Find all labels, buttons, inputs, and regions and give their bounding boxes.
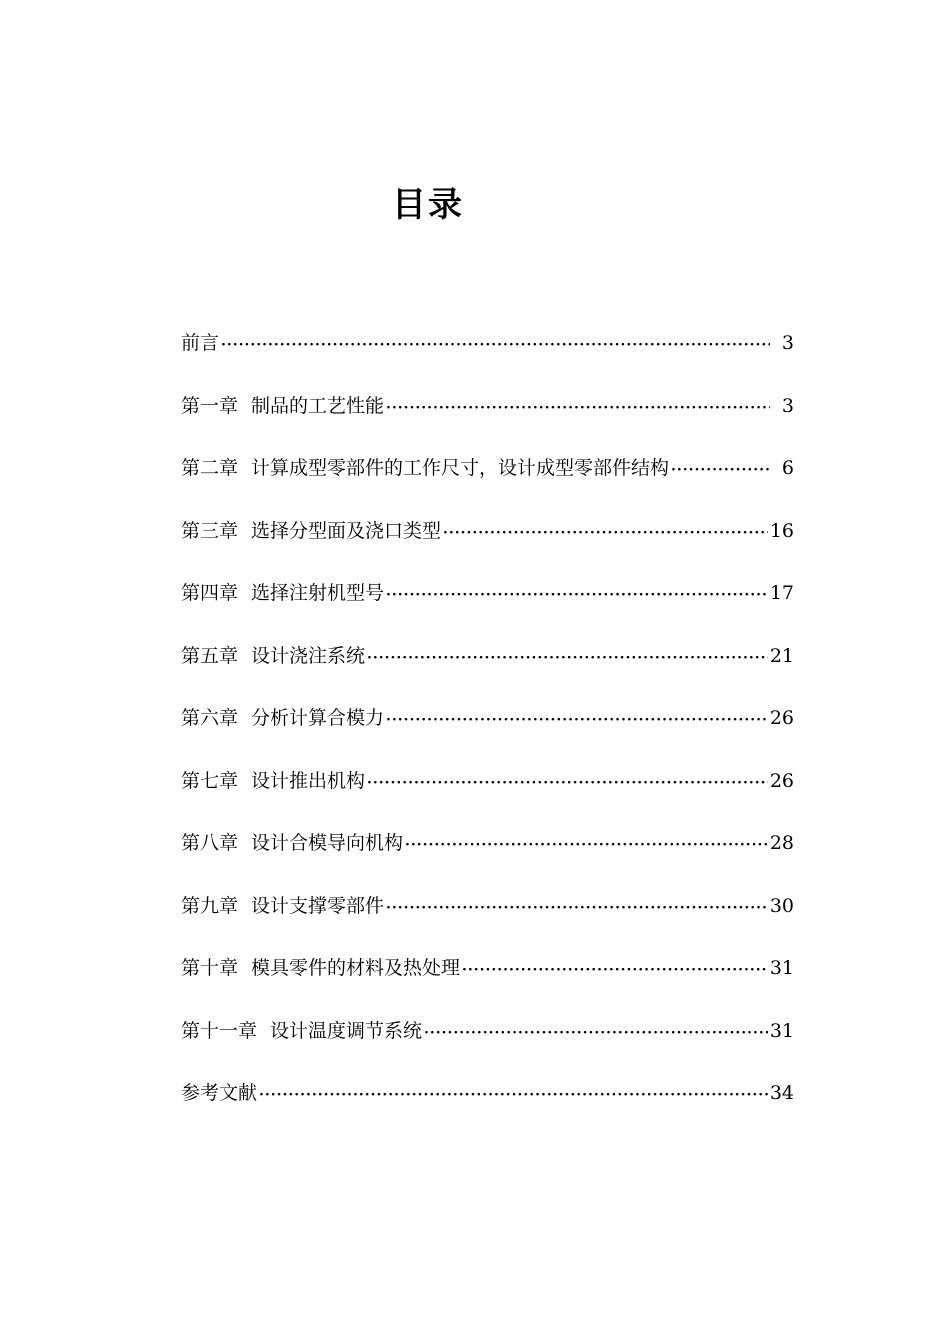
toc-chapter-label: 第五章: [181, 644, 239, 667]
toc-chapter-label: 第九章: [181, 894, 239, 917]
toc-dot-leader: [386, 893, 768, 923]
toc-entry-chapter-9: [181, 891, 794, 954]
toc-chapter-label: 第三章: [181, 519, 239, 542]
toc-dot-leader: [386, 580, 768, 610]
toc-entry-chapter-8: [181, 828, 794, 891]
toc-page-number: 31: [769, 957, 794, 979]
toc-entry-preface: [181, 328, 794, 391]
page-title: 目录: [392, 185, 464, 225]
toc-dot-leader: [386, 393, 770, 423]
toc-chapter-label: 第二章: [181, 457, 239, 479]
toc-page-number: 6: [781, 457, 794, 479]
toc-page-number: 17: [769, 582, 794, 604]
toc-page-number: 31: [769, 1019, 794, 1042]
toc-entry-name: 选择分型面及浇口类型: [251, 519, 442, 542]
toc-entry-chapter-7: [181, 766, 794, 829]
toc-entry-chapter-6: [181, 703, 794, 766]
toc-entry-chapter-3: [181, 516, 794, 579]
toc-page-number: 34: [769, 1082, 794, 1104]
toc-chapter-label: 第十章: [181, 957, 239, 979]
toc-page-number: 26: [769, 707, 794, 729]
toc-page-number: 28: [769, 832, 794, 854]
toc-dot-leader: [386, 705, 768, 735]
toc-entry-name: 设计合模导向机构: [251, 832, 404, 854]
toc-chapter-label: 第七章: [181, 769, 239, 792]
toc-entry-name: 前言: [181, 332, 220, 354]
toc-entry-chapter-11: [181, 1016, 794, 1079]
toc-page-number: 16: [769, 519, 794, 542]
toc-dot-leader: [221, 330, 770, 360]
toc-dot-leader: [367, 768, 768, 798]
toc-entry-name: 设计推出机构: [251, 769, 366, 792]
toc-dot-leader: [462, 955, 768, 985]
toc-entry-name: 设计浇注系统: [251, 644, 366, 667]
toc-page-number: 3: [781, 394, 794, 417]
toc-entry-references: [181, 1078, 794, 1141]
toc-entry-name: 计算成型零部件的工作尺寸，设计成型零部件结构: [251, 457, 670, 479]
toc-dot-leader: [259, 1080, 768, 1110]
toc-chapter-label: 第一章: [181, 394, 239, 417]
toc-dot-leader: [443, 518, 768, 548]
toc-entry-name: 选择注射机型号: [251, 582, 385, 604]
toc-entry-name: 模具零件的材料及热处理: [251, 957, 461, 979]
toc-entry-name: 设计支撑零部件: [251, 894, 385, 917]
toc-dot-leader: [671, 455, 770, 485]
toc-chapter-label: 第十一章: [181, 1019, 258, 1042]
toc-chapter-label: 第四章: [181, 582, 239, 604]
toc-dot-leader: [424, 1018, 768, 1048]
toc-entry-chapter-10: [181, 953, 794, 1016]
toc-dot-leader: [367, 643, 768, 673]
toc-chapter-label: 第八章: [181, 832, 239, 854]
toc-page-number: 21: [769, 644, 794, 667]
toc-entry-chapter-4: [181, 578, 794, 641]
table-of-contents: [181, 328, 794, 1141]
toc-page-number: 3: [781, 332, 794, 354]
toc-entry-name: 设计温度调节系统: [270, 1019, 423, 1042]
toc-entry-chapter-1: [181, 391, 794, 454]
toc-entry-name: 分析计算合模力: [251, 707, 385, 729]
toc-entry-chapter-5: [181, 641, 794, 704]
toc-chapter-label: 第六章: [181, 707, 239, 729]
toc-entry-chapter-2: [181, 453, 794, 516]
toc-dot-leader: [405, 830, 768, 860]
toc-entry-name: 参考文献: [181, 1082, 258, 1104]
toc-entry-name: 制品的工艺性能: [251, 394, 385, 417]
toc-page-number: 30: [769, 894, 794, 917]
toc-page-number: 26: [769, 769, 794, 792]
